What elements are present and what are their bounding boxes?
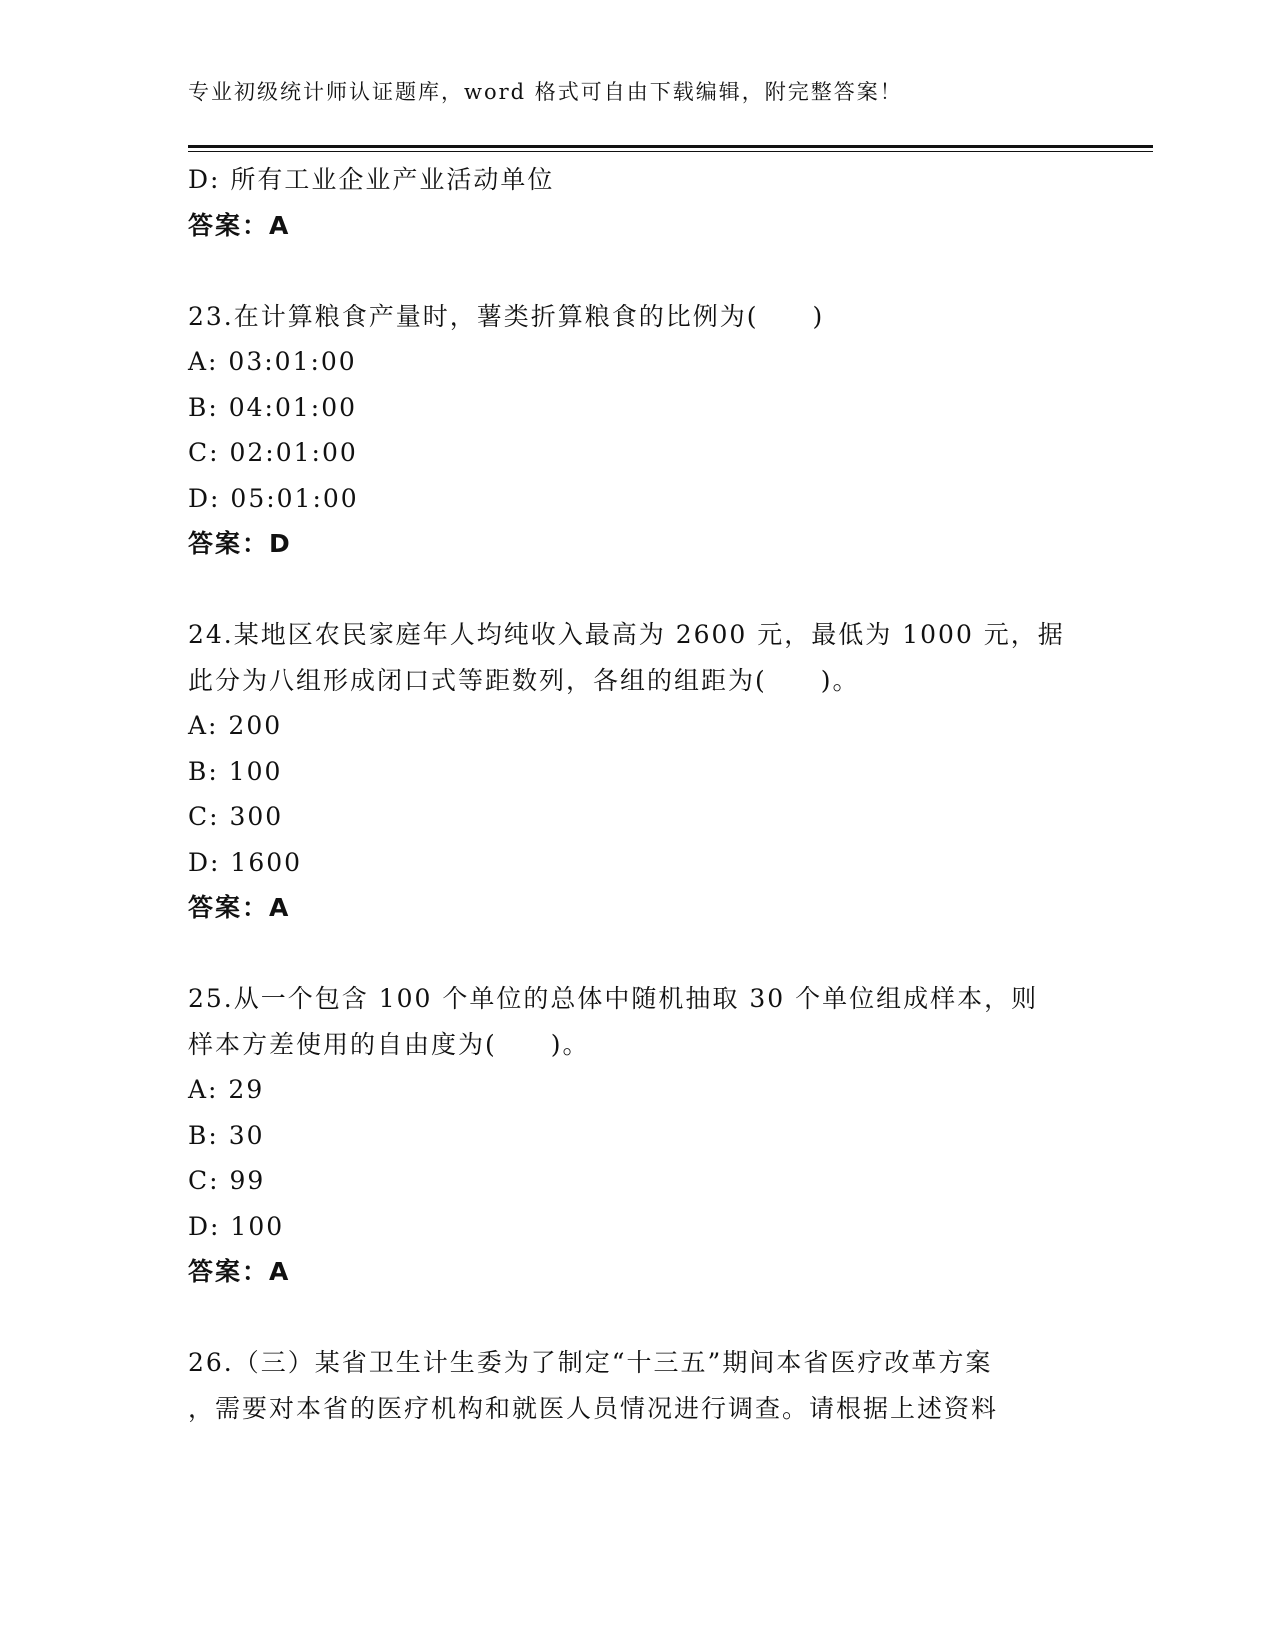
q23-answer: 答案：D: [188, 529, 292, 558]
spacer: [188, 931, 1088, 977]
q25-option-a: A: 29: [188, 1075, 265, 1104]
spacer: [188, 1295, 1088, 1341]
q24-answer: 答案：A: [188, 893, 291, 922]
q25-option-c: C: 99: [188, 1166, 266, 1195]
q26-stem-line-2: ，需要对本省的医疗机构和就医人员情况进行调查。请根据上述资料: [188, 1393, 999, 1423]
header-rule-thick: [188, 145, 1153, 148]
prev-answer: 答案：A: [188, 210, 291, 240]
q25-answer: 答案：A: [188, 1257, 291, 1286]
q24-stem-line-2: 此分为八组形成闭口式等距数列，各组的组距为( )。: [188, 665, 860, 695]
q25-option-b: B: 30: [188, 1120, 265, 1150]
q24-option-b: B: 100: [188, 756, 283, 786]
q24-stem-line-1: 24.某地区农民家庭年人均纯收入最高为 2600 元，最低为 1000 元，据: [188, 620, 1065, 649]
q25-stem-line-2: 样本方差使用的自由度为( )。: [188, 1029, 590, 1059]
q25-option-d: D: 100: [188, 1211, 285, 1241]
spacer: [188, 248, 1088, 294]
q24-option-d: D: 1600: [188, 847, 303, 877]
q23-option-d: D: 05:01:00: [188, 483, 359, 513]
q24-option-c: C: 300: [188, 802, 284, 831]
q26-stem-line-1: 26.（三）某省卫生计生委为了制定“十三五”期间本省医疗改革方案: [188, 1348, 993, 1377]
header-rule-thin: [188, 151, 1153, 152]
q23-option-c: C: 02:01:00: [188, 438, 358, 467]
q25-stem-line-1: 25.从一个包含 100 个单位的总体中随机抽取 30 个单位组成样本，则: [188, 984, 1039, 1013]
q23-stem: 23.在计算粮食产量时，薯类折算粮食的比例为( ): [188, 301, 825, 331]
q23-option-b: B: 04:01:00: [188, 392, 358, 422]
prev-option-d: D: 所有工业企业产业活动单位: [188, 165, 555, 194]
spacer: [188, 567, 1088, 613]
q24-option-a: A: 200: [188, 711, 283, 740]
question-content: [188, 157, 1088, 1431]
q23-option-a: A: 03:01:00: [188, 347, 357, 376]
page-header: 专业初级统计师认证题库，word 格式可自由下载编辑，附完整答案！: [188, 80, 903, 104]
